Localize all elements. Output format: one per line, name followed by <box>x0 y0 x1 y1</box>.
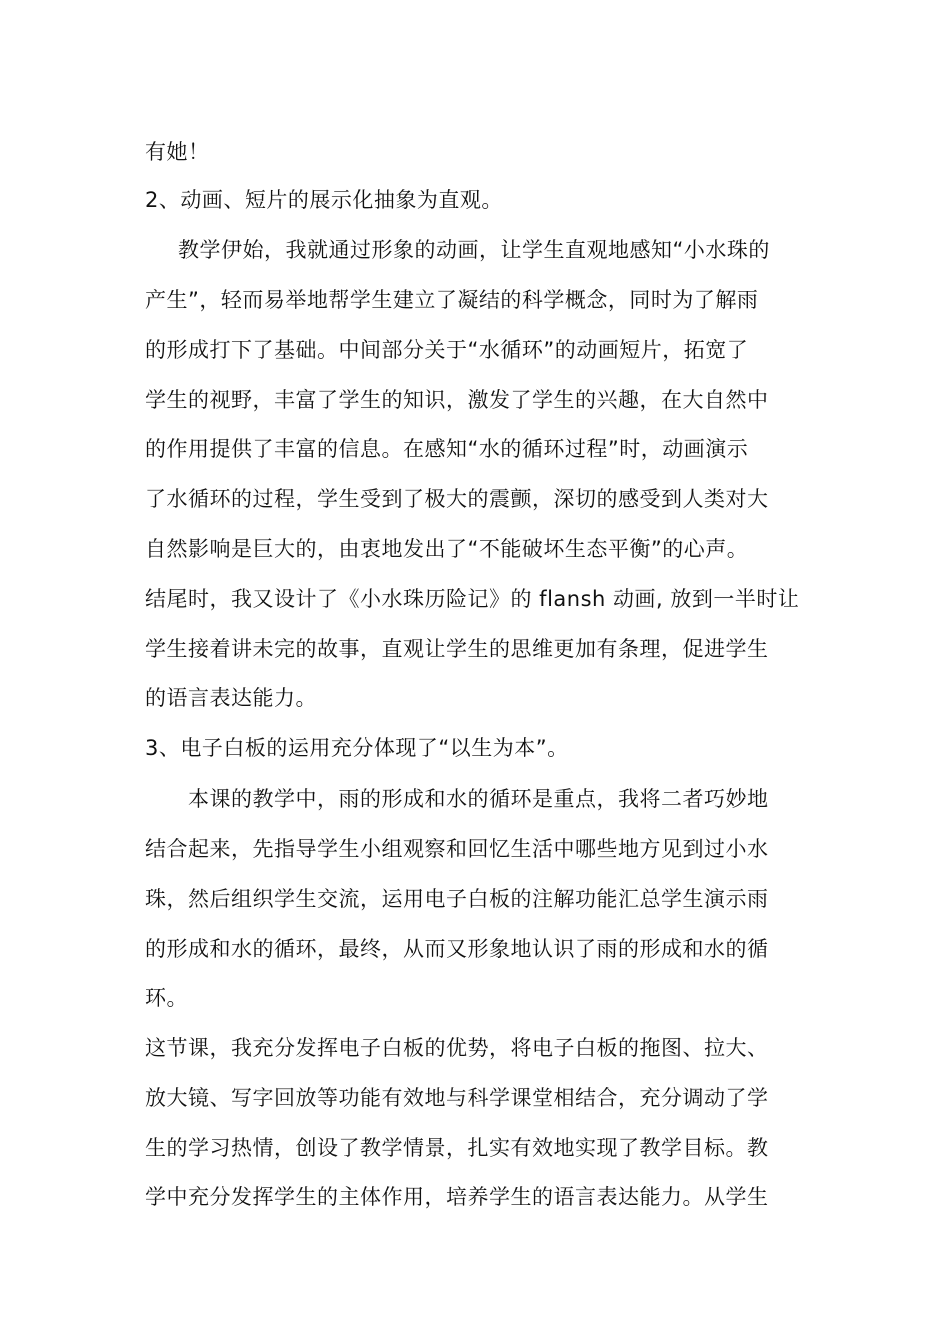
text-line-15: 结合起来，先指导学生小组观察和回忆生活中哪些地方见到过小水 <box>145 837 769 861</box>
section-heading-2: 2、动画、短片的展示化抽象为直观。 <box>145 188 503 212</box>
text-line-14: 本课的教学中，雨的形成和水的循环是重点，我将二者巧妙地 <box>188 787 769 811</box>
section-heading-3: 3、电子白板的运用充分体现了“以生为本”。 <box>145 736 569 760</box>
text-line-21: 生的学习热情，创设了教学情景，扎实有效地实现了教学目标。教 <box>145 1136 769 1160</box>
text-line-18: 环。 <box>145 986 188 1010</box>
text-line-17: 的形成和水的循环，最终，从而又形象地认识了雨的形成和水的循 <box>145 937 769 961</box>
text-line-16: 珠，然后组织学生交流，运用电子白板的注解功能汇总学生演示雨 <box>145 887 769 911</box>
text-line-6: 学生的视野，丰富了学生的知识，激发了学生的兴趣，在大自然中 <box>145 388 769 412</box>
text-line-5: 的形成打下了基础。中间部分关于“水循环”的动画短片，拓宽了 <box>145 338 749 362</box>
text-line-22: 学中充分发挥学生的主体作用，培养学生的语言表达能力。从学生 <box>145 1185 769 1209</box>
text-line-11: 学生接着讲未完的故事，直观让学生的思维更加有条理，促进学生 <box>145 637 769 661</box>
text-line-9: 自然影响是巨大的，由衷地发出了“不能破坏生态平衡”的心声。 <box>145 537 749 561</box>
text-line-12: 的语言表达能力。 <box>145 686 317 710</box>
text-line-1: 有她！ <box>145 140 210 164</box>
text-line-10: 结尾时，我又设计了《小水珠历险记》的 flansh 动画, 放到一半时让 <box>145 587 800 611</box>
text-line-19: 这节课，我充分发挥电子白板的优势，将电子白板的拖图、拉大、 <box>145 1036 769 1060</box>
text-line-4: 产生”，轻而易举地帮学生建立了凝结的科学概念，同时为了解雨 <box>145 288 759 312</box>
text-line-8: 了水循环的过程，学生受到了极大的震颤，深切的感受到人类对大 <box>145 487 769 511</box>
text-line-3: 教学伊始，我就通过形象的动画，让学生直观地感知“小水珠的 <box>178 238 770 262</box>
text-line-20: 放大镜、写字回放等功能有效地与科学课堂相结合，充分调动了学 <box>145 1086 769 1110</box>
text-line-7: 的作用提供了丰富的信息。在感知“水的循环过程”时，动画演示 <box>145 437 749 461</box>
